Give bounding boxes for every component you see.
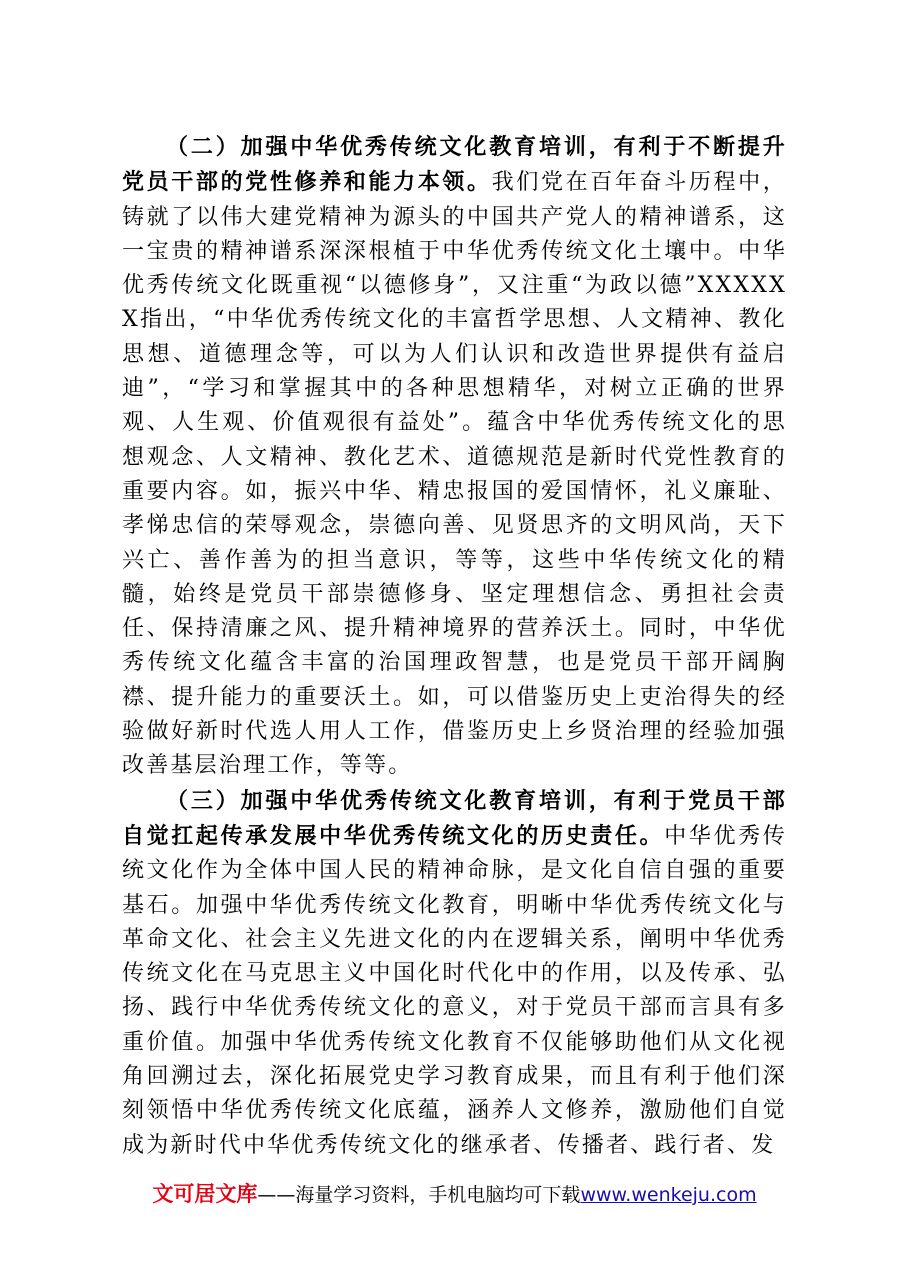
footer-brand-name: 文可居文库 [152, 1182, 258, 1206]
document-body [122, 130, 787, 1163]
paragraph-lead-heading: （二）加强中华优秀传统文化教育培训，有利于不断提升党员干部的党性修养和能力本领。 [122, 134, 787, 196]
paragraph-lead-heading: （三）加强中华优秀传统文化教育培训，有利于党员干部自觉扛起传承发展中华优秀传统文化的历史责任。 [122, 787, 787, 849]
paragraph-section-three [122, 784, 787, 1163]
footer-tagline: ——海量学习资料，手机电脑均可下载 [257, 1184, 581, 1206]
paragraph-body-text: 中华优秀传统文化作为全体中国人民的精神命脉，是文化自信自强的重要基石。加强中华优秀传统文化教育，明晰中华优秀传统文化与革命文化、社会主义先进文化的内在逻辑关系，阐明中华优秀传统文化在马克思主义中国化时代化中的作用，以及传承、弘扬、践行中华优秀传统文化的意义，对于党员干部而言具有多重价值。加强中华优秀传统文化教育不仅能够助他们从文化视角回溯过去，深化拓展党史学习教育成果，而且有利于他们深刻领悟中华优秀传统文化底蕴，涵养人文修养，激励他们自觉成为新时代中华优秀传统文化的继承者、传播者、践行者、发 [122, 823, 787, 1158]
paragraph-section-two [122, 130, 787, 784]
footer-banner [0, 1180, 909, 1209]
paragraph-body-text: 我们党在百年奋斗历程中，铸就了以伟大建党精神为源头的中国共产党人的精神谱系，这一宝贵的精神谱系深深根植于中华优秀传统文化土壤中。中华优秀传统文化既重视“以德修身”，又注重“为政以德”XXXXXX指出，“中华优秀传统文化的丰富哲学思想、人文精神、教化思想、道德理念等，可以为人们认识和改造世界提供有益启迪”，“学习和掌握其中的各种思想精华，对树立正确的世界观、人生观、价值观很有益处”。蕴含中华优秀传统文化的思想观念、人文精神、教化艺术、道德规范是新时代党性教育的重要内容。如，振兴中华、精忠报国的爱国情怀，礼义廉耻、孝悌忠信的荣辱观念，崇德向善、见贤思齐的文明风尚，天下兴亡、善作善为的担当意识，等等，这些中华传统文化的精髓，始终是党员干部崇德修身、坚定理想信念、勇担社会责任、保持清廉之风、提升精神境界的营养沃土。同时，中华优秀传统文化蕴含丰富的治国理政智慧，也是党员干部开阔胸襟、提升能力的重要沃土。如，可以借鉴历史上吏治得失的经验做好新时代选人用人工作，借鉴历史上乡贤治理的经验加强改善基层治理工作，等等。 [122, 170, 787, 779]
footer-website-link[interactable]: www.wenkeju.com [580, 1184, 757, 1206]
